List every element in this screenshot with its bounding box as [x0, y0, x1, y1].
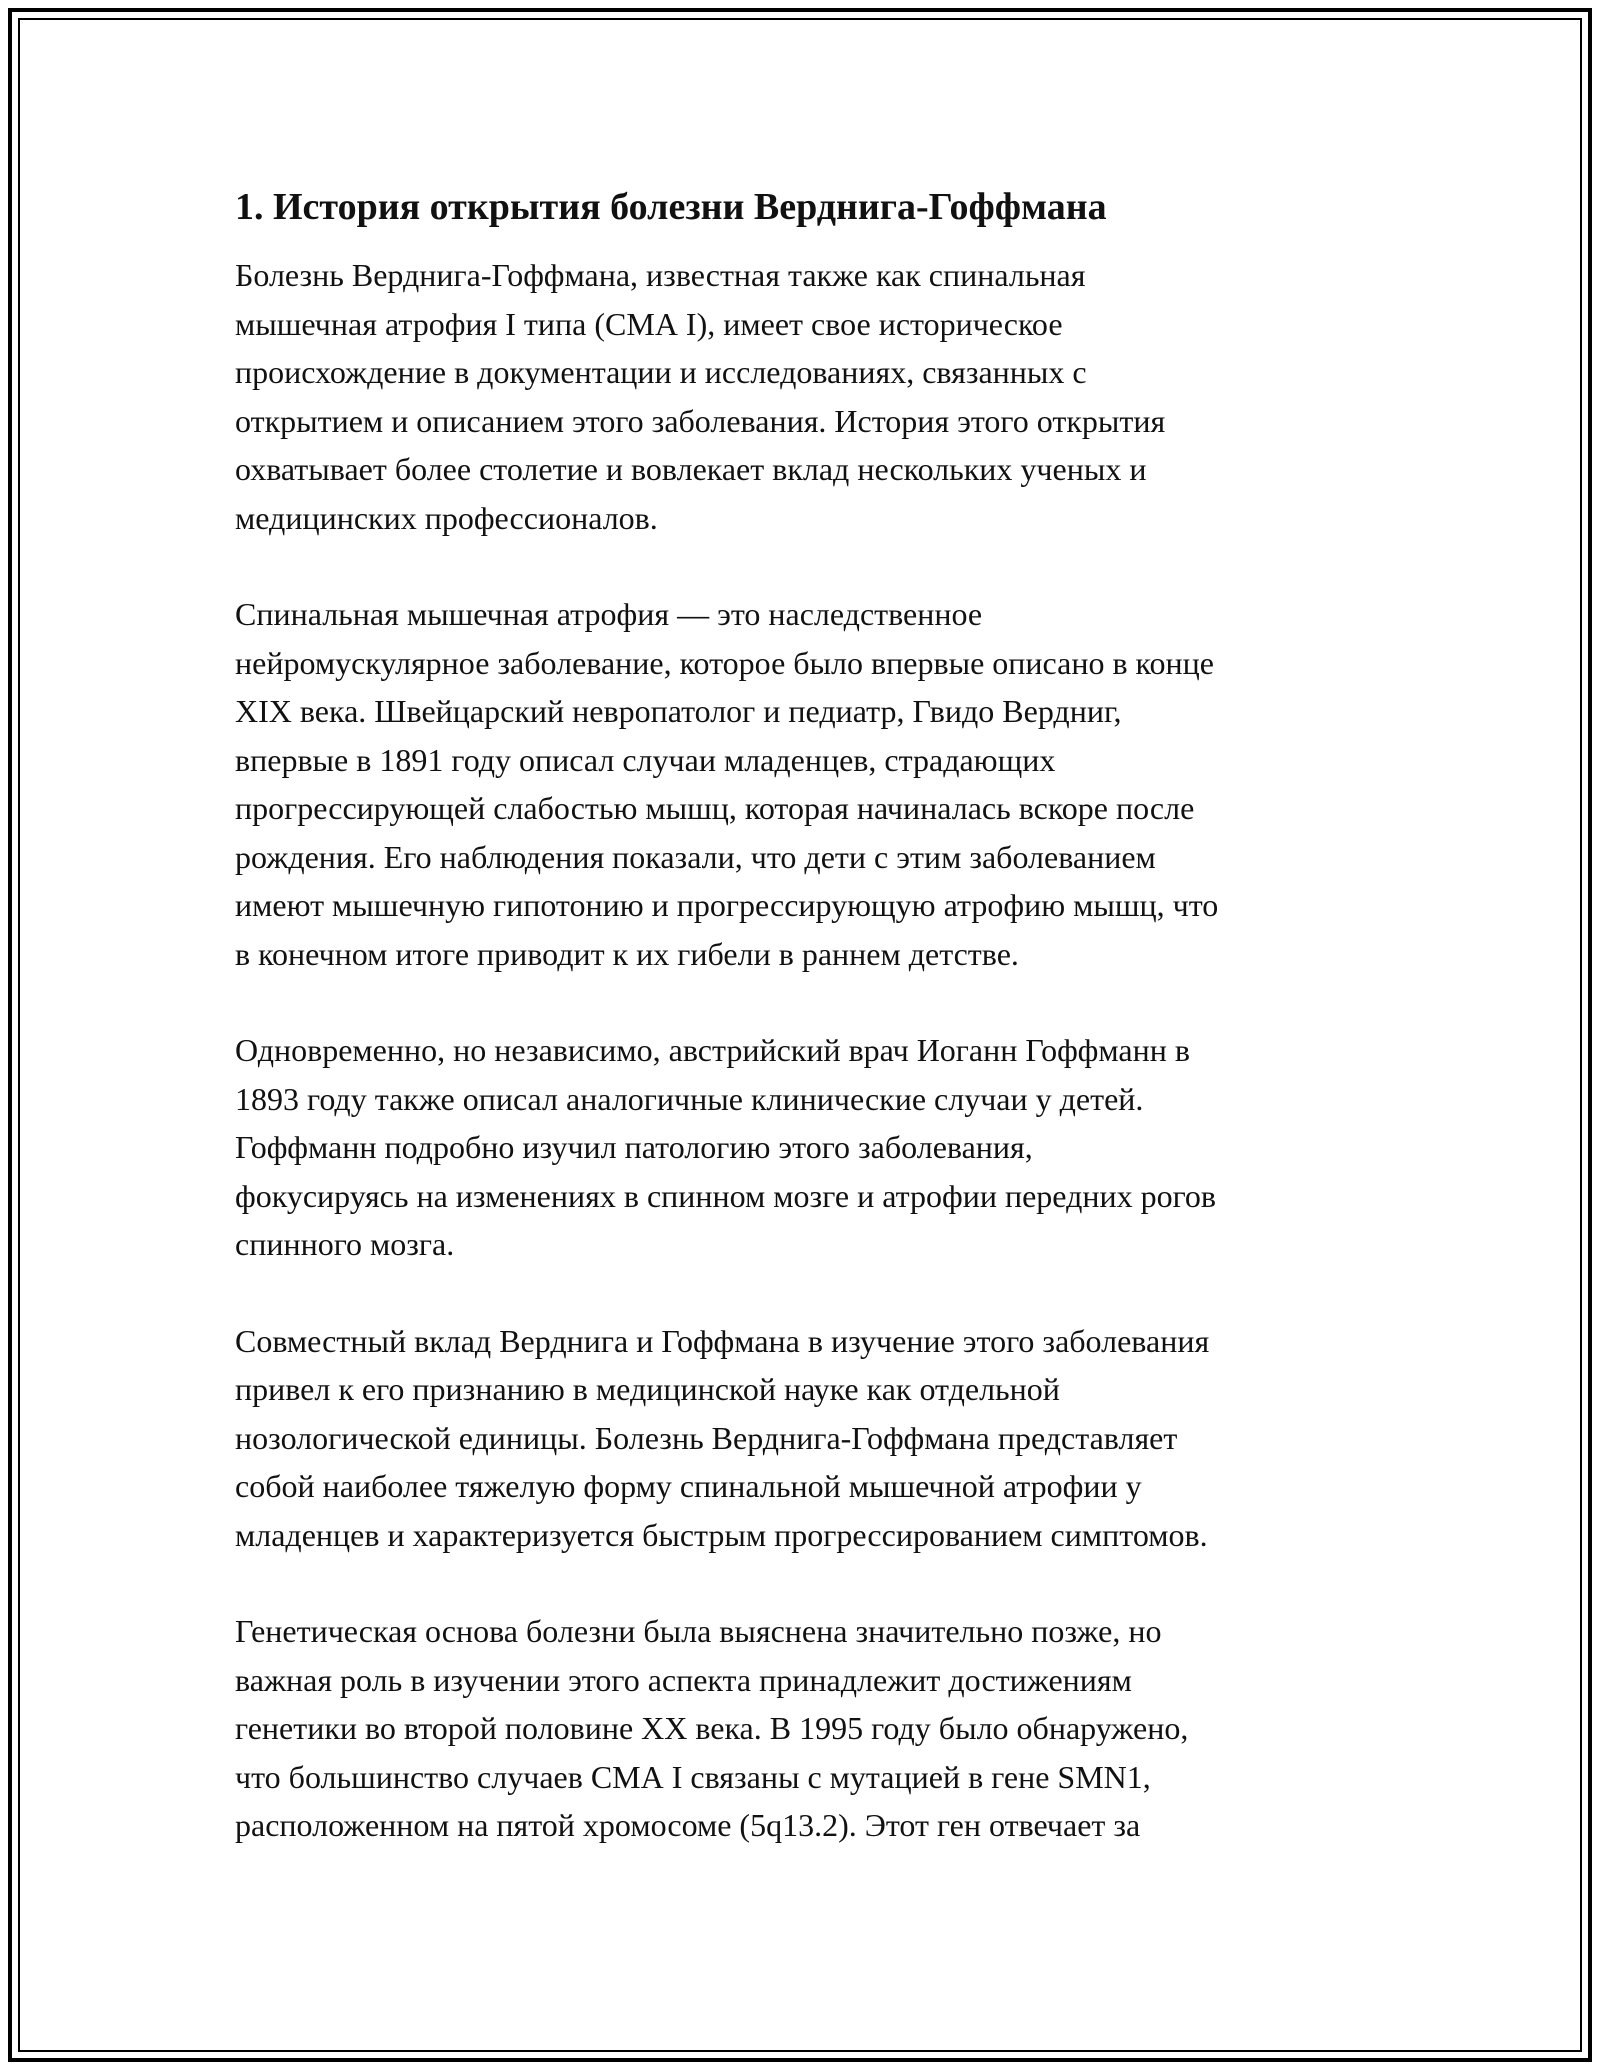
paragraph-4: Совместный вклад Верднига и Гоффмана в изучение этого заболевания привел к его признанию в медицинской науке как отдельной нозологической единицы. Болезнь Верднига-Гоффмана представляет собой наиболее тяжелую форму спинальной мышечной атрофии у младенцев и характеризуется быстрым прогрессированием симптомов.	[235, 1322, 1210, 1553]
document-body	[235, 182, 1400, 1898]
paragraph-1: Болезнь Верднига-Гоффмана, известная также как спинальная мышечная атрофия I типа (СМА I), имеет свое историческое происхождение в документации и исследованиях, связанных с открытием и описанием этого заболевания. История этого открытия охватывает более столетие и вовлекает вклад нескольких ученых и медицинских профессионалов.	[235, 257, 1166, 536]
section-heading: 1. История открытия болезни Верднига-Гоффмана	[235, 186, 1107, 228]
paragraph-2: Спинальная мышечная атрофия — это наследственное нейромускулярное заболевание, которое было впервые описано в конце XIX века. Швейцарский невропатолог и педиатр, Гвидо Вердниг, впервые в 1891 году описал случаи младенцев, страдающих прогрессирующей слабостью мышц, которая начиналась вскоре после рождения. Его наблюдения показали, что дети с этим заболеванием имеют мышечную гипотонию и прогрессирующую атрофию мышц, что в конечном итоге приводит к их гибели в раннем детстве.	[235, 596, 1219, 972]
paragraph-3: Одновременно, но независимо, австрийский врач Иоганн Гоффманн в 1893 году также описал аналогичные клинические случаи у детей. Гоффманн подробно изучил патологию этого заболевания, фокусируясь на изменениях в спинном мозге и атрофии передних рогов спинного мозга.	[235, 1032, 1217, 1263]
paragraph-5: Генетическая основа болезни была выяснена значительно позже, но важная роль в изучении этого аспекта принадлежит достижениям генетики во второй половине XX века. В 1995 году было обнаружено, что большинство случаев СМА I связаны с мутацией в гене SMN1, расположенном на пятой хромосоме (5q13.2). Этот ген отвечает за	[235, 1613, 1189, 1844]
